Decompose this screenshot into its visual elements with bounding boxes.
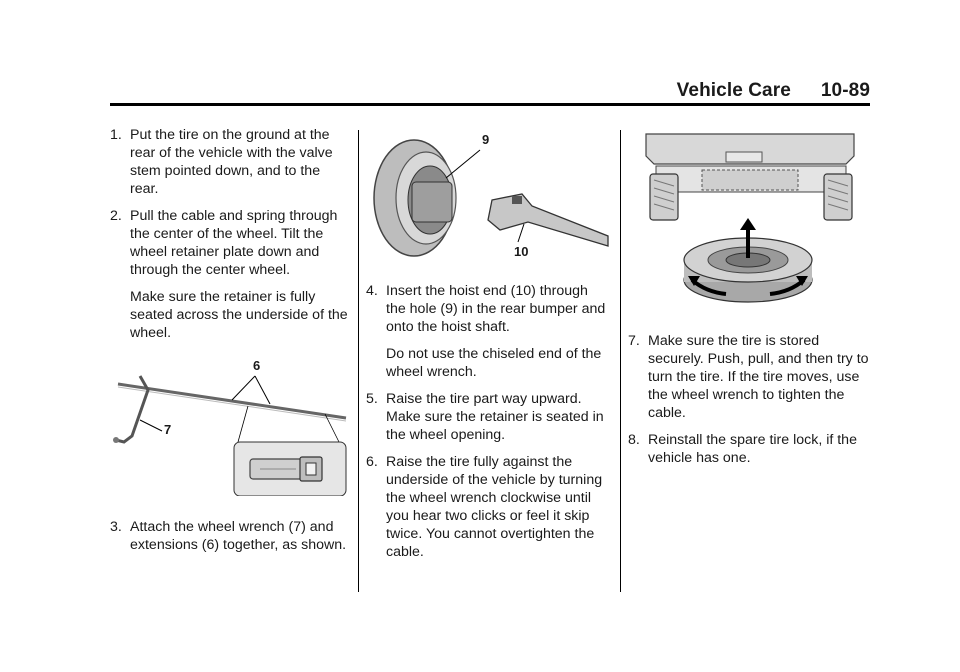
step-number: 5.: [366, 391, 378, 407]
step-2: [110, 207, 350, 279]
step-text: Attach the wheel wrench (7) and extensions (6) together, as shown.: [130, 519, 347, 553]
step-number: 8.: [628, 432, 640, 448]
page-header: [110, 80, 870, 108]
step-text: Put the tire on the ground at the rear of the vehicle with the valve stem pointed down, and to the rear.: [130, 127, 333, 197]
step-text: Raise the tire part way upward. Make sure the retainer is seated in the wheel opening.: [386, 391, 604, 443]
step-4-note: Do not use the chiseled end of the wheel wrench.: [386, 346, 602, 380]
step-number: 3.: [110, 519, 122, 535]
callout-6: 6: [253, 358, 261, 373]
step-2-note: Make sure the retainer is fully seated across the underside of the wheel.: [130, 289, 348, 341]
column-2: [366, 126, 611, 570]
step-number: 4.: [366, 283, 378, 299]
step-number: 2.: [110, 208, 122, 224]
hoist-illustration: [372, 130, 612, 266]
step-text: Insert the hoist end (10) through the hole (9) in the rear bumper and onto the hoist shaft.: [386, 283, 606, 335]
callout-7: 7: [164, 422, 172, 437]
step-number: 7.: [628, 333, 640, 349]
step-3: [110, 518, 350, 554]
step-7: [628, 332, 873, 422]
wrench-extension-illustration: [110, 356, 350, 496]
page-number: 10-89: [820, 80, 870, 101]
callout-9: 9: [482, 132, 490, 147]
column-1: [110, 126, 350, 563]
stowed-tire-illustration: [640, 130, 860, 320]
column-divider: [620, 130, 621, 592]
step-1: [110, 126, 350, 198]
step-text: Raise the tire fully against the underside of the vehicle by turning the wheel wrench clockwise until you hear two clicks or feel it skip twice. You cannot overtighten the cable.: [386, 454, 603, 560]
step-4: [366, 282, 611, 336]
wrench-extension-figure: [110, 356, 350, 496]
hoist-figure: [372, 130, 617, 270]
step-6: [366, 453, 611, 561]
step-text: Make sure the tire is stored securely. Push, pull, and then try to turn the tire. If the tire moves, use the wheel wrench to tighten the cable.: [648, 333, 869, 421]
step-number: 6.: [366, 454, 378, 470]
step-8: [628, 431, 873, 467]
header-title: [677, 80, 870, 102]
step-number: 1.: [110, 127, 122, 143]
section-title: Vehicle Care: [676, 80, 791, 101]
column-divider: [358, 130, 359, 592]
callout-10: 10: [514, 244, 529, 259]
step-text: Reinstall the spare tire lock, if the vehicle has one.: [648, 432, 857, 466]
step-5: [366, 390, 611, 444]
column-3: [628, 126, 873, 476]
step-text: Pull the cable and spring through the center of the wheel. Tilt the wheel retainer plate down and through the center wheel.: [130, 208, 338, 278]
header-rule: [110, 103, 870, 106]
stowed-tire-figure: [640, 130, 870, 324]
